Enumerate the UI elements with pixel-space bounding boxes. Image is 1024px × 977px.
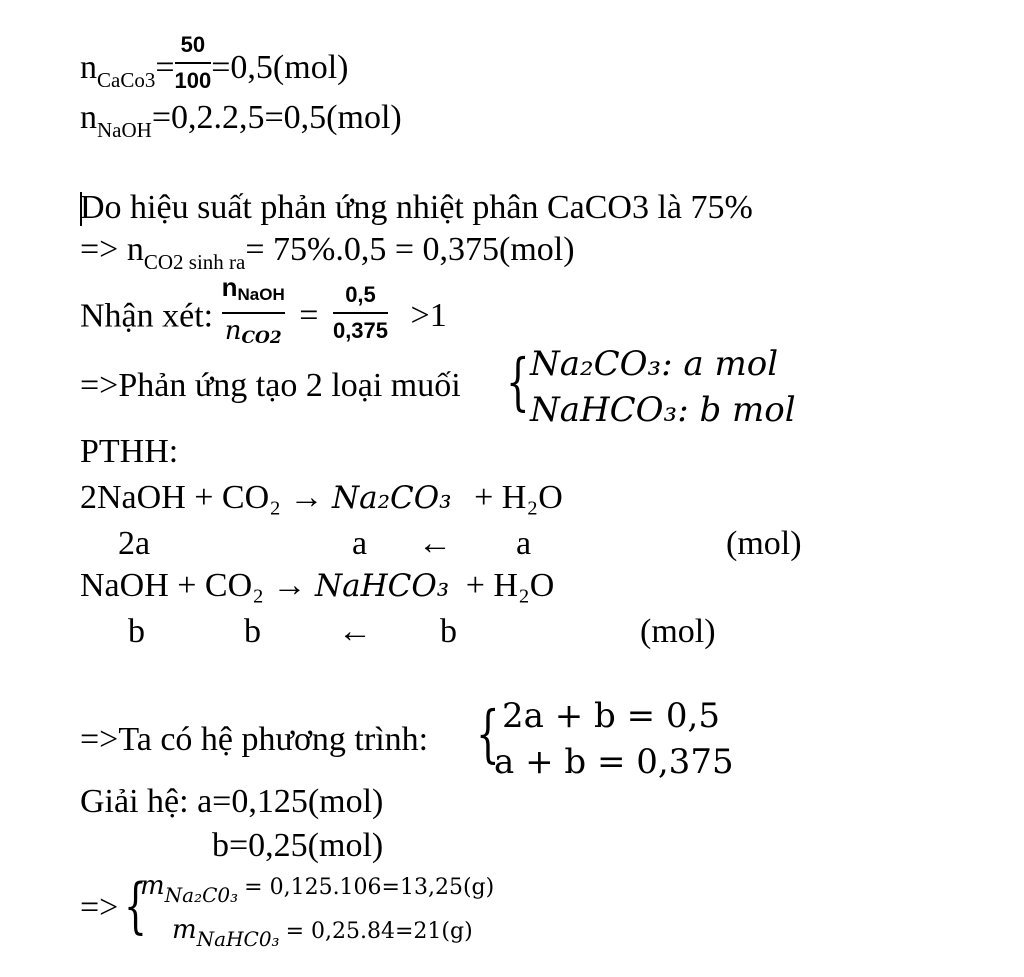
reaction-1-product: Na₂CO₃ (332, 480, 452, 516)
salt-nahco3: NaHCO₃: b mol (530, 390, 796, 430)
fraction-bar (333, 312, 388, 314)
fraction-denominator: 100 (174, 68, 212, 93)
r1-coef-product: a (516, 525, 532, 562)
greater-than-one: >1 (410, 297, 447, 335)
equation-1: 2a + b = 0,5 (502, 696, 720, 736)
r1-coef-naoh: 2a (118, 525, 151, 562)
mass-na2co3-value: = 0,125.106=13,25(g) (244, 875, 495, 900)
r2-coef-product: b (440, 613, 457, 650)
reaction-2-water: + H₂O (465, 567, 555, 604)
value-denominator: 0,375 (332, 317, 389, 343)
salt-na2co3: Na₂CO₃: a mol (530, 344, 779, 384)
left-brace: { (124, 871, 147, 941)
co2-prefix: => n (80, 231, 144, 268)
line-pthh: PTHH: (80, 433, 179, 470)
ratio-num-n: n (221, 272, 238, 302)
ratio-num-sub: NaOH (237, 285, 285, 304)
n-symbol: n (80, 99, 97, 136)
reaction-2-reactants: NaOH + CO₂ → (80, 567, 307, 604)
fraction-bar (222, 312, 285, 314)
n-symbol: n (80, 48, 97, 86)
line-result-prefix: => (80, 889, 119, 926)
r2-coef-co2: b (244, 613, 261, 650)
ratio-den-sub: CO2 (241, 328, 282, 348)
equals-sign: = (155, 48, 175, 86)
reaction-1-reactants: 2NaOH + CO₂ → (80, 479, 324, 516)
r2-unit: (mol) (640, 613, 716, 650)
line-giai-b: b=0,25(mol) (212, 827, 384, 864)
mass-na2co3 (140, 870, 494, 911)
co2-result: = 75%.0,5 = 0,375(mol) (245, 231, 575, 268)
naoh-subscript: NaOH (97, 118, 152, 142)
reaction-1 (80, 478, 563, 518)
mass-symbol: m (140, 871, 165, 901)
mass-na2co3-subscript: Na₂C0₃ (164, 883, 239, 907)
nhan-xet-label: Nhận xét: (80, 297, 214, 335)
ratio-denominator (222, 316, 285, 353)
r1-unit: (mol) (726, 525, 802, 562)
naoh-result: =0,2.2,5=0,5(mol) (151, 99, 402, 136)
ratio-den-n: n (224, 316, 242, 346)
r2-coef-naoh: b (128, 613, 145, 650)
fraction-numerator: 50 (180, 32, 206, 57)
line-he-label: =>Ta có hệ phương trình: (80, 721, 429, 758)
reaction-2 (80, 566, 554, 606)
reaction-2-product: NaHCO₃ (315, 568, 450, 604)
equals-sign: = (299, 297, 319, 335)
mass-nahco3 (172, 914, 473, 955)
left-brace: { (476, 697, 500, 770)
caco3-result: =0,5(mol) (211, 48, 349, 86)
r1-coef-co2: a (352, 525, 368, 562)
line-caco3-moles (80, 32, 349, 100)
fraction-bar (175, 62, 212, 64)
caco3-subscript: CaCo3 (97, 67, 156, 92)
mass-symbol: m (172, 915, 197, 945)
line-muoi-label: =>Phản ứng tạo 2 loại muối (80, 367, 461, 404)
line-giai-he: Giải hệ: a=0,125(mol) (80, 783, 384, 820)
line-hieu-suat: Do hiệu suất phản ứng nhiệt phân CaCO3 là 75% (80, 189, 753, 226)
reaction-1-water: + H₂O (474, 479, 563, 516)
mass-nahco3-subscript: NaHC0₃ (196, 927, 280, 951)
caco3-fraction (175, 30, 212, 96)
value-fraction (333, 280, 388, 346)
r2-arrow: ← (338, 613, 372, 650)
r1-arrow: ← (418, 525, 452, 562)
equation-2: a + b = 0,375 (494, 742, 734, 782)
line-co2-moles (80, 230, 575, 282)
ratio-fraction (222, 272, 285, 353)
value-numerator: 0,5 (345, 281, 376, 307)
line-naoh-moles (80, 98, 402, 150)
co2-subscript: CO2 sinh ra (143, 250, 246, 274)
ratio-numerator (222, 272, 285, 310)
mass-nahco3-value: = 0,25.84=21(g) (285, 919, 473, 944)
left-brace: { (506, 345, 530, 418)
line-nhan-xet (80, 272, 447, 353)
